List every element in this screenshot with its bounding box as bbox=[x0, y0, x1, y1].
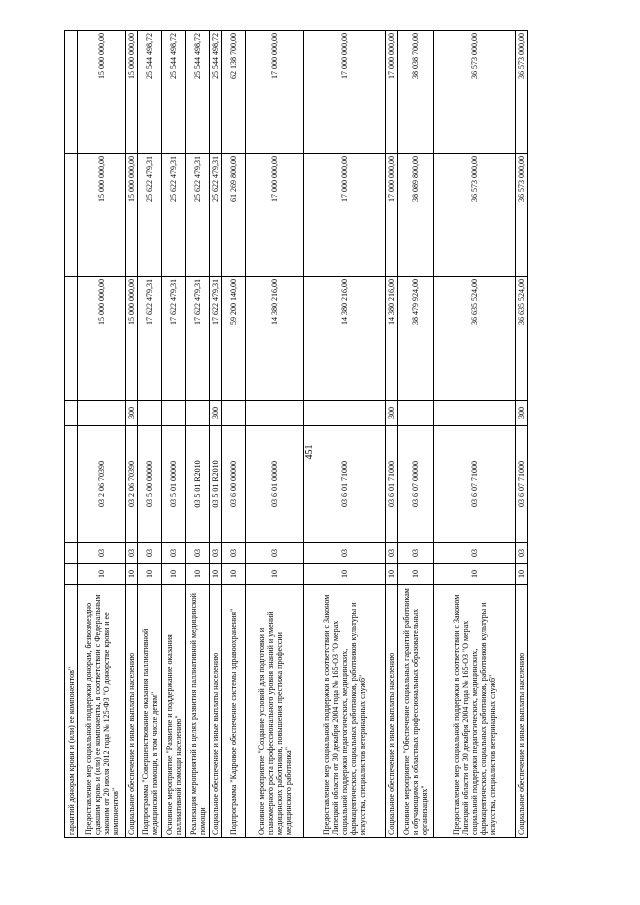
row-description: Основное мероприятие "Развитие и поддержание оказания паллиативной помощи населению" bbox=[162, 585, 186, 838]
amount-year-3 bbox=[65, 31, 78, 154]
amount-year-1: 36 635 524,00 bbox=[516, 277, 528, 401]
amount-year-3: 36 573 000,00 bbox=[434, 31, 516, 154]
table-row bbox=[434, 31, 516, 838]
target-article-code: 03 2 06 70390 bbox=[78, 426, 126, 543]
row-description: Реализация мероприятий в целях развития паллиативной медицинской помощи bbox=[186, 585, 210, 838]
table-row bbox=[138, 31, 162, 838]
subsection-code: 03 bbox=[162, 543, 186, 564]
section-code: 10 bbox=[138, 564, 162, 585]
budget-table bbox=[64, 30, 528, 838]
section-code: 10 bbox=[210, 564, 222, 585]
amount-year-1: 59 200 140,00 bbox=[222, 277, 246, 401]
subsection-code: 03 bbox=[210, 543, 222, 564]
target-article-code: 03 5 01 R2010 bbox=[210, 426, 222, 543]
amount-year-3: 62 138 700,00 bbox=[222, 31, 246, 154]
amount-year-1: 17 622 479,31 bbox=[186, 277, 210, 401]
expense-type-code bbox=[78, 401, 126, 426]
amount-year-3: 38 038 700,00 bbox=[398, 31, 434, 154]
amount-year-2: 15 000 000,00 bbox=[78, 154, 126, 277]
row-description: Предоставление мер социальной поддержки в соответствии с Законом Липецкой области от 30 декабря 2004 года № 165-ОЗ "О мерах социальной поддержки педагогических, медицинских, фармацевтических, социальных работников, работников культуры и искусства, специалистов ветеринарных служб" bbox=[434, 585, 516, 838]
subsection-code: 03 bbox=[186, 543, 210, 564]
table-row bbox=[65, 31, 78, 838]
table-row bbox=[398, 31, 434, 838]
amount-year-2: 25 622 479,31 bbox=[162, 154, 186, 277]
subsection-code: 03 bbox=[246, 543, 304, 564]
table-row bbox=[386, 31, 398, 838]
target-article-code: 03 6 01 71000 bbox=[304, 426, 386, 543]
expense-type-code bbox=[138, 401, 162, 426]
section-code: 10 bbox=[516, 564, 528, 585]
amount-year-1: 14 380 216,00 bbox=[304, 277, 386, 401]
target-article-code: 03 6 01 71000 bbox=[386, 426, 398, 543]
amount-year-3: 25 544 498,72 bbox=[210, 31, 222, 154]
rotated-table-wrapper bbox=[64, 31, 578, 838]
section-code: 10 bbox=[186, 564, 210, 585]
section-code: 10 bbox=[222, 564, 246, 585]
subsection-code: 03 bbox=[386, 543, 398, 564]
table-row bbox=[222, 31, 246, 838]
amount-year-2: 17 000 000,00 bbox=[386, 154, 398, 277]
amount-year-1: 17 622 479,31 bbox=[210, 277, 222, 401]
expense-type-code: 300 bbox=[210, 401, 222, 426]
target-article-code: 03 6 07 71000 bbox=[434, 426, 516, 543]
subsection-code: 03 bbox=[434, 543, 516, 564]
row-description: Предоставление мер социальной поддержки донорам, безвозмездно сдавшим кровь и (или) ее компоненты, в соответствии с Федеральным законом от 20 июля 2012 года № 125-ФЗ "О донорстве крови и ее компонентов" bbox=[78, 585, 126, 838]
row-description: Социальное обеспечение и иные выплаты населению bbox=[210, 585, 222, 838]
expense-type-code bbox=[434, 401, 516, 426]
subsection-code: 03 bbox=[516, 543, 528, 564]
section-code: 10 bbox=[398, 564, 434, 585]
row-description: Социальное обеспечение и иные выплаты населению bbox=[386, 585, 398, 838]
amount-year-3: 36 573 000,00 bbox=[516, 31, 528, 154]
table-row bbox=[186, 31, 210, 838]
expense-type-code bbox=[222, 401, 246, 426]
amount-year-1: 15 000 000,00 bbox=[78, 277, 126, 401]
row-description: Предоставление мер социальной поддержки в соответствии с Законом Липецкой области от 30 декабря 2004 года № 165-ОЗ "О мерах социальной поддержки педагогических, медицинских, фармацевтических, социальных работников, работников культуры и искусства, специалистов ветеринарных служб" bbox=[304, 585, 386, 838]
section-code bbox=[65, 564, 78, 585]
amount-year-1: 14 380 216,00 bbox=[386, 277, 398, 401]
target-article-code: 03 5 01 00000 bbox=[162, 426, 186, 543]
amount-year-2: 17 000 000,00 bbox=[246, 154, 304, 277]
subsection-code: 03 bbox=[126, 543, 138, 564]
amount-year-2: 25 622 479,31 bbox=[186, 154, 210, 277]
subsection-code: 03 bbox=[398, 543, 434, 564]
amount-year-1: 15 000 000,00 bbox=[126, 277, 138, 401]
amount-year-3: 15 000 000,00 bbox=[126, 31, 138, 154]
amount-year-2: 17 000 000,00 bbox=[304, 154, 386, 277]
amount-year-3: 25 544 498,72 bbox=[186, 31, 210, 154]
amount-year-3: 17 000 000,00 bbox=[246, 31, 304, 154]
expense-type-code bbox=[304, 401, 386, 426]
amount-year-1: 38 479 924,00 bbox=[398, 277, 434, 401]
amount-year-3: 25 544 498,72 bbox=[162, 31, 186, 154]
amount-year-1: 17 622 479,31 bbox=[162, 277, 186, 401]
amount-year-3: 17 000 000,00 bbox=[304, 31, 386, 154]
amount-year-1 bbox=[65, 277, 78, 401]
amount-year-3: 25 544 498,72 bbox=[138, 31, 162, 154]
subsection-code: 03 bbox=[78, 543, 126, 564]
target-article-code bbox=[65, 426, 78, 543]
amount-year-2: 25 622 479,31 bbox=[138, 154, 162, 277]
expense-type-code: 300 bbox=[126, 401, 138, 426]
section-code: 10 bbox=[162, 564, 186, 585]
target-article-code: 03 6 00 00000 bbox=[222, 426, 246, 543]
target-article-code: 03 5 01 R2010 bbox=[186, 426, 210, 543]
subsection-code: 03 bbox=[304, 543, 386, 564]
section-code: 10 bbox=[386, 564, 398, 585]
target-article-code: 03 5 00 00000 bbox=[138, 426, 162, 543]
amount-year-1: 14 380 216,00 bbox=[246, 277, 304, 401]
table-row bbox=[246, 31, 304, 838]
expense-type-code bbox=[246, 401, 304, 426]
table-row bbox=[162, 31, 186, 838]
table-row bbox=[78, 31, 126, 838]
table-row bbox=[304, 31, 386, 838]
section-code: 10 bbox=[304, 564, 386, 585]
amount-year-3: 15 000 000,00 bbox=[78, 31, 126, 154]
amount-year-2: 15 000 000,00 bbox=[126, 154, 138, 277]
amount-year-2: 38 089 800,00 bbox=[398, 154, 434, 277]
target-article-code: 03 6 07 71000 bbox=[516, 426, 528, 543]
amount-year-1: 36 635 524,00 bbox=[434, 277, 516, 401]
section-code: 10 bbox=[246, 564, 304, 585]
target-article-code: 03 6 01 00000 bbox=[246, 426, 304, 543]
expense-type-code bbox=[186, 401, 210, 426]
table-row bbox=[516, 31, 528, 838]
expense-type-code bbox=[65, 401, 78, 426]
budget-table-body bbox=[65, 31, 528, 838]
row-description: Социальное обеспечение и иные выплаты населению bbox=[516, 585, 528, 838]
subsection-code: 03 bbox=[222, 543, 246, 564]
target-article-code: 03 6 07 00000 bbox=[398, 426, 434, 543]
row-description: Подпрограмма "Кадровое обеспечение системы здравоохранения" bbox=[222, 585, 246, 838]
amount-year-2: 36 573 000,00 bbox=[434, 154, 516, 277]
table-row bbox=[210, 31, 222, 838]
row-description: Основное мероприятие "Обеспечение социальных гарантий работникам и обучающимся в областных профессиональных образовательных организациях" bbox=[398, 585, 434, 838]
amount-year-2 bbox=[65, 154, 78, 277]
subsection-code bbox=[65, 543, 78, 564]
row-description: Социальное обеспечение и иные выплаты населению bbox=[126, 585, 138, 838]
amount-year-2: 25 622 479,31 bbox=[210, 154, 222, 277]
expense-type-code: 300 bbox=[516, 401, 528, 426]
row-description: Подпрограмма "Совершенствование оказания паллиативной медицинской помощи, в том числе детям" bbox=[138, 585, 162, 838]
section-code: 10 bbox=[78, 564, 126, 585]
expense-type-code: 300 bbox=[386, 401, 398, 426]
row-description: гарантий донорам крови и (или) ее компонентов" bbox=[65, 585, 78, 838]
target-article-code: 03 2 06 70390 bbox=[126, 426, 138, 543]
row-description: Основное мероприятие "Создание условий для подготовки и планомерного роста профессионального уровня знаний и умений медицинских работников, повышения престижа профессии медицинского работника" bbox=[246, 585, 304, 838]
expense-type-code bbox=[162, 401, 186, 426]
page-number: 451 bbox=[304, 444, 315, 460]
table-row bbox=[126, 31, 138, 838]
subsection-code: 03 bbox=[138, 543, 162, 564]
amount-year-1: 17 622 479,31 bbox=[138, 277, 162, 401]
amount-year-2: 36 573 000,00 bbox=[516, 154, 528, 277]
section-code: 10 bbox=[126, 564, 138, 585]
amount-year-3: 17 000 000,00 bbox=[386, 31, 398, 154]
expense-type-code bbox=[398, 401, 434, 426]
section-code: 10 bbox=[434, 564, 516, 585]
amount-year-2: 61 269 800,00 bbox=[222, 154, 246, 277]
